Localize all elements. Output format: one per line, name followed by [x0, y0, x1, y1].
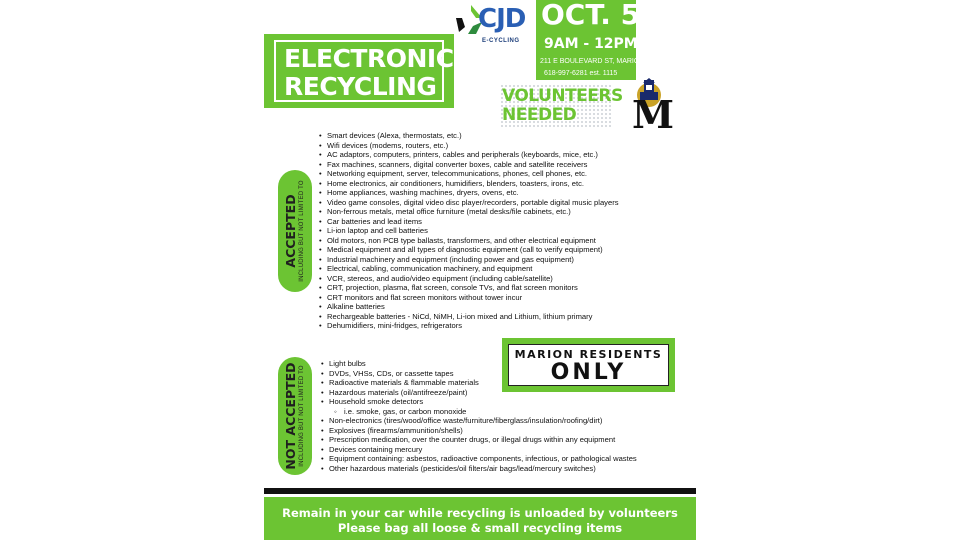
footer-line-2: Please bag all loose & small recycling items [337, 521, 623, 535]
event-phone: 618-997-6281 est. 1115 [544, 70, 618, 77]
title-line-1: ELECTRONIC [284, 44, 454, 73]
list-item: • Wifi devices (modems, routers, etc.) [318, 141, 619, 151]
list-item: • Non-ferrous metals, metal office furniture (metal desks/file cabinets, etc.) [318, 207, 619, 217]
title-frame [274, 40, 454, 102]
event-address: 211 E BOULEVARD ST, MARION [540, 58, 645, 65]
list-item: • Fax machines, scanners, digital converter boxes, cable and satellite receivers [318, 160, 619, 170]
list-sub-item: ◦ i.e. smoke, gas, or carbon monoxide [320, 407, 637, 417]
volunteers-line-1: VOLUNTEERS [502, 86, 623, 106]
list-item: • Prescription medication, over the counter drugs, or illegal drugs within any equipment [320, 435, 637, 445]
list-item: • Industrial machinery and equipment (including power and gas equipment) [318, 255, 619, 265]
event-info-box [536, 0, 645, 80]
title-banner [264, 34, 454, 108]
list-item: • Rechargeable batteries - NiCd, NiMH, Li-ion mixed and Lithium, lithium primary [318, 312, 619, 322]
list-item: • Hazardous materials (oil/antifreeze/paint) [320, 388, 637, 398]
list-item: • Light bulbs [320, 359, 637, 369]
not-accepted-sublabel: INCLUDING BUT NOT LIMITED TO [299, 365, 305, 467]
logo-subtext: E-CYCLING [482, 38, 520, 44]
list-item: • CRT monitors and flat screen monitors without tower incur [318, 293, 619, 303]
list-item: • Home electronics, air conditioners, humidifiers, blenders, toasters, irons, etc. [318, 179, 619, 189]
list-item: • DVDs, VHSs, CDs, or cassette tapes [320, 369, 637, 379]
list-item: • Household smoke detectors [320, 397, 637, 407]
list-item: • Electrical, cabling, communication machinery, and equipment [318, 264, 619, 274]
list-item: • Video game consoles, digital video disc player/recorders, portable digital music players [318, 198, 619, 208]
list-item: • Old motors, non PCB type ballasts, transformers, and other electrical equipment [318, 236, 619, 246]
list-item: • Explosives (firearms/ammunition/shells) [320, 426, 637, 436]
marion-residents-line-2: ONLY [550, 360, 627, 385]
volunteers-banner [500, 84, 623, 128]
list-item: • Smart devices (Alexa, thermostats, etc.) [318, 131, 619, 141]
volunteers-line-2: NEEDED [502, 105, 577, 125]
marion-residents-line-1: MARION RESIDENTS [514, 348, 663, 361]
list-item: • Car batteries and lead items [318, 217, 619, 227]
list-item: • CRT, projection, plasma, flat screen, console TVs, and flat screen monitors [318, 283, 619, 293]
list-item: • Non-electronics (tires/wood/office waste/furniture/fiberglass/insulation/roofing/dirt) [320, 416, 637, 426]
list-item: • Dehumidifiers, mini-fridges, refrigerators [318, 321, 619, 331]
list-item: • Alkaline batteries [318, 302, 619, 312]
not-accepted-list [320, 359, 637, 473]
list-item: • AC adaptors, computers, printers, cables and peripherals (keyboards, mice, etc.) [318, 150, 619, 160]
city-logo-letter: M [632, 92, 675, 137]
event-date: OCT. 5 [541, 0, 641, 31]
list-item: • Other hazardous materials (pesticides/oil filters/air bags/lead/mercury switches) [320, 464, 637, 474]
footer-line-1: Remain in your car while recycling is unloaded by volunteers [282, 506, 678, 520]
list-item: • Li-ion laptop and cell batteries [318, 226, 619, 236]
accepted-label: ACCEPTED [283, 194, 298, 268]
accepted-list [318, 131, 619, 331]
list-item: • Networking equipment, server, telecommunications, phones, cell phones, etc. [318, 169, 619, 179]
list-item: • Radioactive materials & flammable materials [320, 378, 637, 388]
event-time: 9AM - 12PM [544, 36, 638, 52]
list-item: • Home appliances, washing machines, dryers, ovens, etc. [318, 188, 619, 198]
list-item: • Devices containing mercury [320, 445, 637, 455]
recycling-flyer [264, 0, 696, 540]
accepted-sublabel: INCLUDING BUT NOT LIMITED TO [299, 180, 305, 282]
logo-text: CJD [478, 4, 526, 34]
accepted-side-label [278, 170, 312, 292]
footer-divider [264, 488, 696, 494]
cjd-logo [454, 0, 524, 50]
list-item: • VCR, stereos, and audio/video equipment (including cable/satellite) [318, 274, 619, 284]
footer-banner [264, 497, 696, 540]
list-item: • Medical equipment and all types of diagnostic equipment (call to verify equipment) [318, 245, 619, 255]
list-item: • Equipment containing: asbestos, radioactive components, infectious, or pathological wastes [320, 454, 637, 464]
city-of-marion-logo [624, 78, 674, 136]
not-accepted-side-label [278, 357, 312, 475]
not-accepted-label: NOT ACCEPTED [283, 362, 298, 470]
title-line-2: RECYCLING [284, 72, 437, 101]
